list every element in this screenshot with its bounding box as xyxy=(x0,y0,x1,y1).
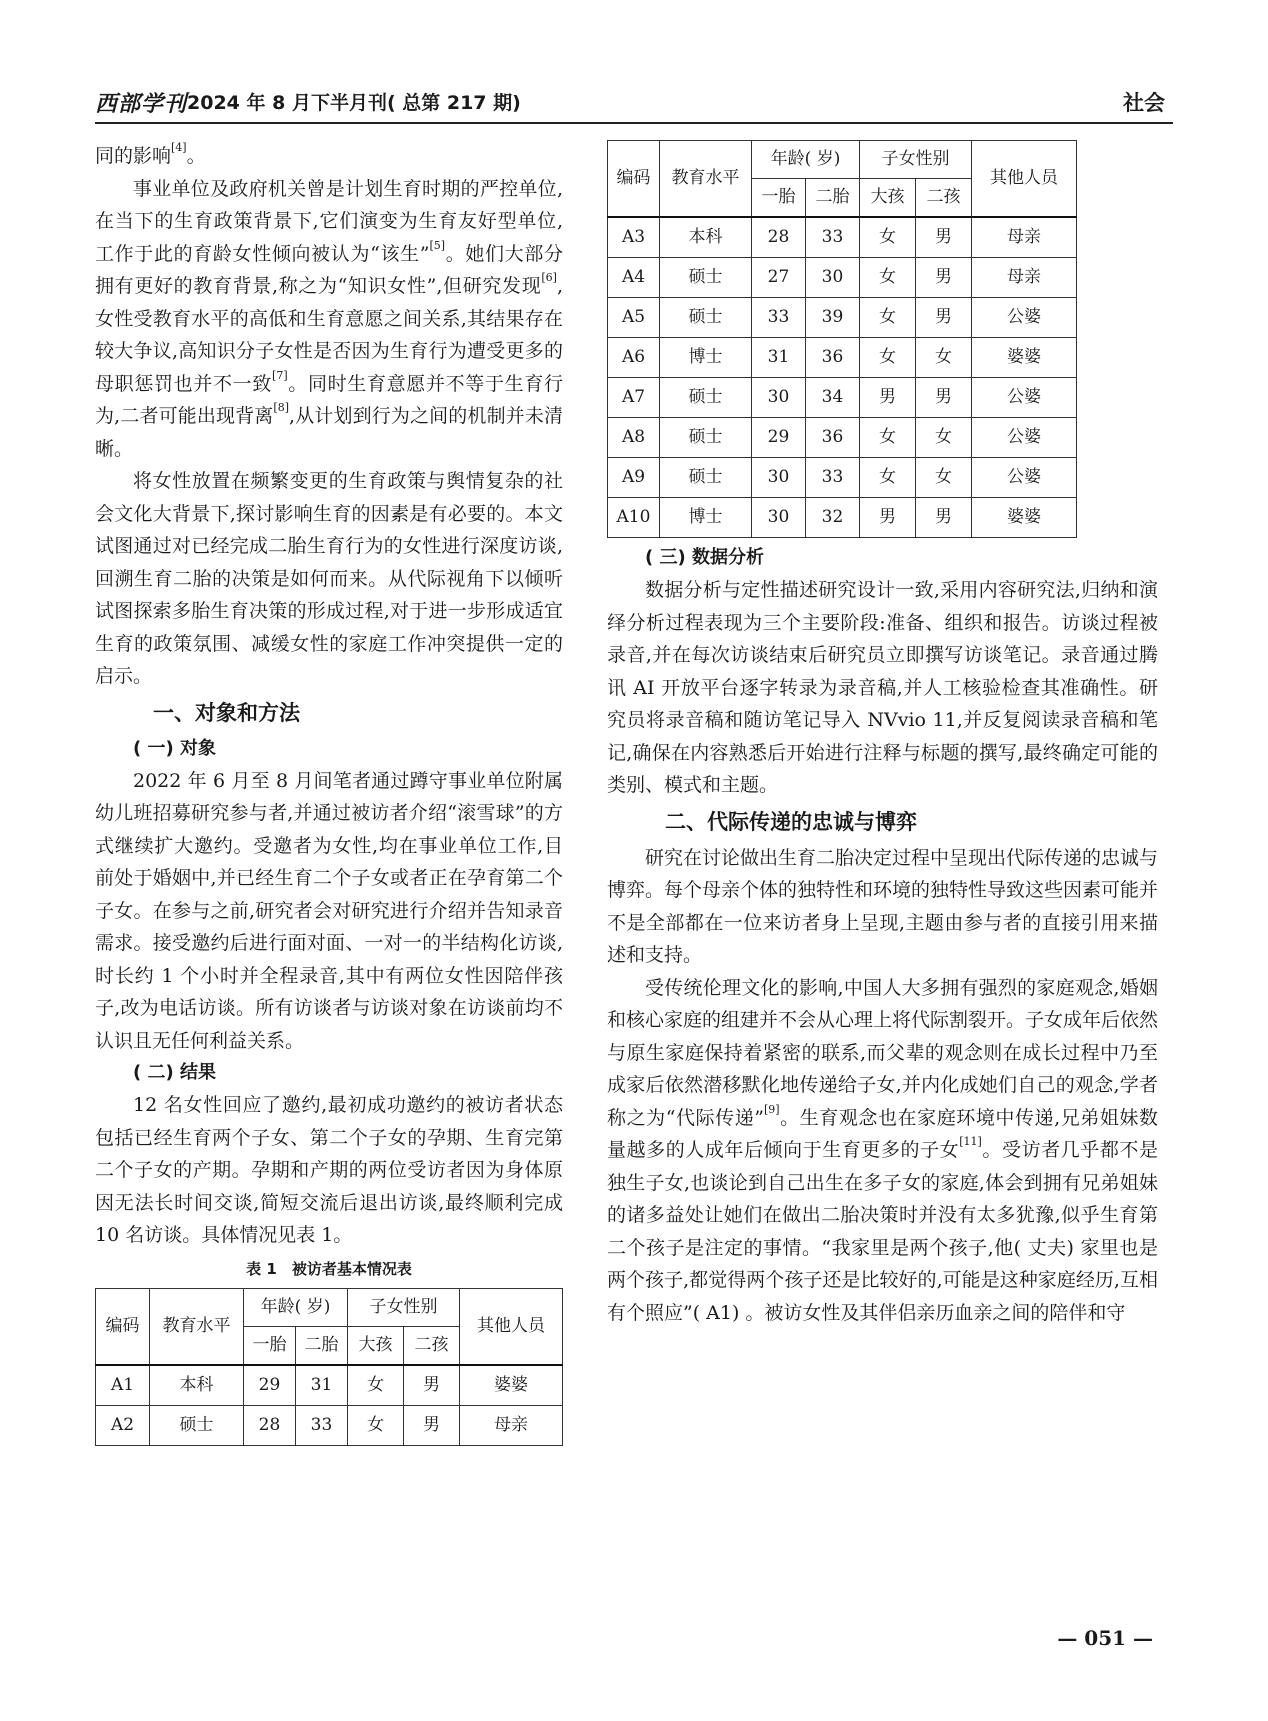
paragraph xyxy=(95,173,563,466)
cell-younger-gender: 女 xyxy=(916,458,972,498)
cell-younger-gender: 女 xyxy=(916,338,972,378)
text-run: ,女性受教育水平的高低和生育意愿之间关系,其结果存在较大争议,高知识分子女性是否因为生育行为遭受更多的母职惩罚也并不一致 xyxy=(95,275,563,395)
table-row xyxy=(608,458,1077,498)
cell-younger-gender: 男 xyxy=(404,1365,460,1406)
col-header-code: 编码 xyxy=(96,1288,150,1365)
col-header-code: 编码 xyxy=(608,141,660,218)
cell-age-first: 30 xyxy=(752,458,806,498)
page-header xyxy=(95,85,1173,123)
col-header-education: 教育水平 xyxy=(660,141,752,218)
cell-education: 硕士 xyxy=(660,418,752,458)
cell-age-second: 39 xyxy=(806,298,860,338)
left-column xyxy=(95,140,563,1446)
text-run: 。受访者几乎都不是独生子女,也谈论到自己出生在多子女的家庭,体会到拥有兄弟姐妹的诸多益处让她们在做出二胎决策时并没有太多犹豫,似乎生育第二个孩子是注定的事情。“我家里是两个孩子,他( 丈夫) 家里也是两个孩子,都觉得两个孩子还是比较好的,可能是这种家庭经历,互相有个照应”( A1) 。被访女性及其伴侣亲历血亲之间的陪伴和守 xyxy=(607,1139,1158,1324)
text-run: 事业单位及政府机关曾是计划生育时期的严控单位,在当下的生育政策背景下,它们演变为生育友好型单位,工作于此的育龄女性倾向被认为“该生” xyxy=(95,177,563,265)
cell-elder-gender: 男 xyxy=(860,378,916,418)
cell-age-second: 36 xyxy=(806,338,860,378)
journal-logo: 西部学刊 xyxy=(95,92,188,117)
col-header-elder: 大孩 xyxy=(348,1326,404,1365)
text-run: 同的影响 xyxy=(95,145,172,167)
cell-age-first: 30 xyxy=(752,498,806,538)
cell-education: 博士 xyxy=(660,498,752,538)
col-header-first-child: 一胎 xyxy=(244,1326,296,1365)
cell-education: 硕士 xyxy=(150,1405,244,1445)
participants-table-part2 xyxy=(607,140,1077,538)
section-label: 社会 xyxy=(1123,91,1165,115)
cell-age-first: 28 xyxy=(244,1405,296,1445)
cell-code: A9 xyxy=(608,458,660,498)
page-number: — 051 — xyxy=(1057,1626,1153,1650)
col-header-first-child: 一胎 xyxy=(752,179,806,218)
cell-code: A8 xyxy=(608,418,660,458)
cell-others: 公婆 xyxy=(972,458,1077,498)
cell-elder-gender: 女 xyxy=(860,458,916,498)
cell-elder-gender: 女 xyxy=(860,217,916,258)
cell-elder-gender: 女 xyxy=(860,258,916,298)
citation: [4] xyxy=(171,141,187,154)
cell-elder-gender: 女 xyxy=(348,1405,404,1445)
cell-younger-gender: 男 xyxy=(916,378,972,418)
cell-others: 公婆 xyxy=(972,298,1077,338)
cell-code: A4 xyxy=(608,258,660,298)
paragraph xyxy=(95,140,563,173)
cell-elder-gender: 女 xyxy=(860,418,916,458)
cell-younger-gender: 男 xyxy=(916,258,972,298)
paragraph: 12 名女性回应了邀约,最初成功邀约的被访者状态包括已经生育两个子女、第二个子女的孕期、生育完第二个子女的产期。孕期和产期的两位受访者因为身体原因无法长时间交谈,简短交流后退出访谈,最终顺利完成 10 名访谈。具体情况见表 1。 xyxy=(95,1094,563,1246)
cell-age-second: 36 xyxy=(806,418,860,458)
cell-age-first: 33 xyxy=(752,298,806,338)
paragraph: 研究在讨论做出生育二胎决定过程中呈现出代际传递的忠诚与博弈。每个母亲个体的独特性和环境的独特性导致这些因素可能并不是全部都在一位来访者身上呈现,主题由参与者的直接引用来描述和支持。 xyxy=(607,846,1159,966)
cell-education: 硕士 xyxy=(660,458,752,498)
citation: [11] xyxy=(959,1135,982,1148)
cell-education: 硕士 xyxy=(660,378,752,418)
col-header-second-child: 二胎 xyxy=(806,179,860,218)
subsection-heading: ( 一) 对象 xyxy=(133,737,216,759)
text-run: 。她们大部分拥有更好的教育背景,称之为“知识女性”,但研究发现 xyxy=(95,242,563,297)
cell-age-second: 34 xyxy=(806,378,860,418)
cell-others: 母亲 xyxy=(460,1405,563,1445)
citation: [5] xyxy=(429,238,446,252)
table-row xyxy=(608,298,1077,338)
citation: [7] xyxy=(272,368,288,382)
citation: [9] xyxy=(763,1102,780,1116)
text-run: 受传统伦理文化的影响,中国人大多拥有强烈的家庭观念,婚姻和核心家庭的组建并不会从心理上将代际割裂开。子女成年后依然与原生家庭保持着紧密的联系,而父辈的观念则在成长过程中乃至成家后依然潜移默化地传递给子女,并内化成她们自己的观念,学者称之为“代际传递” xyxy=(607,976,1159,1129)
cell-age-second: 33 xyxy=(806,458,860,498)
table-row xyxy=(608,498,1077,538)
section-heading: 一、对象和方法 xyxy=(153,700,300,725)
table-row xyxy=(96,1365,563,1406)
right-column xyxy=(607,140,1158,1329)
cell-age-first: 29 xyxy=(752,418,806,458)
cell-others: 婆婆 xyxy=(972,498,1077,538)
paragraph: 数据分析与定性描述研究设计一致,采用内容研究法,归纳和演绎分析过程表现为三个主要阶段:准备、组织和报告。访谈过程被录音,并在每次访谈结束后研究员立即撰写访谈笔记。录音通过腾讯 AI 开放平台逐字转录为录音稿,并人工核验检查其准确性。研究员将录音稿和随访笔记导入 NVvio 11,并反复阅读录音稿和笔记,确保在内容熟悉后开始进行注释与标题的撰写,最终确定可能的类别、模式和主题。 xyxy=(607,579,1158,796)
table-row xyxy=(608,418,1077,458)
cell-education: 博士 xyxy=(660,338,752,378)
cell-elder-gender: 女 xyxy=(860,298,916,338)
cell-age-first: 27 xyxy=(752,258,806,298)
cell-age-second: 30 xyxy=(806,258,860,298)
cell-age-first: 28 xyxy=(752,217,806,258)
cell-others: 婆婆 xyxy=(460,1365,563,1406)
cell-elder-gender: 男 xyxy=(860,498,916,538)
col-header-children-gender: 子女性别 xyxy=(348,1288,460,1326)
col-header-age: 年龄( 岁) xyxy=(244,1288,348,1326)
paragraph xyxy=(607,972,1158,1330)
cell-code: A2 xyxy=(96,1405,150,1445)
text-run: 。同时生育意愿并不等于生育行为,二者可能出现背离 xyxy=(95,372,563,427)
cell-elder-gender: 女 xyxy=(860,338,916,378)
cell-code: A5 xyxy=(608,298,660,338)
table-row xyxy=(608,378,1077,418)
col-header-elder: 大孩 xyxy=(860,179,916,218)
text-run: 。 xyxy=(186,145,206,167)
table-caption: 表 1 被访者基本情况表 xyxy=(246,1259,412,1278)
table-row xyxy=(608,338,1077,378)
col-header-education: 教育水平 xyxy=(150,1288,244,1365)
col-header-age: 年龄( 岁) xyxy=(752,141,860,179)
cell-younger-gender: 女 xyxy=(916,418,972,458)
col-header-others: 其他人员 xyxy=(460,1288,563,1365)
cell-younger-gender: 男 xyxy=(916,298,972,338)
col-header-others: 其他人员 xyxy=(972,141,1077,218)
cell-education: 硕士 xyxy=(660,258,752,298)
col-header-second-child: 二胎 xyxy=(296,1326,348,1365)
cell-age-second: 32 xyxy=(806,498,860,538)
cell-code: A3 xyxy=(608,217,660,258)
cell-younger-gender: 男 xyxy=(916,498,972,538)
cell-elder-gender: 女 xyxy=(348,1365,404,1406)
subsection-heading: ( 三) 数据分析 xyxy=(645,547,764,568)
cell-code: A7 xyxy=(608,378,660,418)
cell-age-first: 29 xyxy=(244,1365,296,1406)
paragraph: 将女性放置在频繁变更的生育政策与舆情复杂的社会文化大背景下,探讨影响生育的因素是有必要的。本文试图通过对已经完成二胎生育行为的女性进行深度访谈,回溯生育二胎的决策是如何而来。从代际视角下以倾听试图探索多胎生育决策的形成过程,对于进一步形成适宜生育的政策氛围、减缓女性的家庭工作冲突提供一定的启示。 xyxy=(95,470,563,687)
table-row xyxy=(96,1405,563,1445)
cell-code: A10 xyxy=(608,498,660,538)
cell-younger-gender: 男 xyxy=(916,217,972,258)
section-heading: 二、代际传递的忠诚与博弈 xyxy=(665,809,917,834)
cell-education: 本科 xyxy=(150,1365,244,1406)
text-run: 。生育观念也在家庭环境中传递,兄弟姐妹数量越多的人成年后倾向于生育更多的子女 xyxy=(607,1106,1158,1161)
cell-age-first: 30 xyxy=(752,378,806,418)
participants-table-part1 xyxy=(95,1288,563,1446)
cell-code: A1 xyxy=(96,1365,150,1406)
cell-education: 本科 xyxy=(660,217,752,258)
cell-younger-gender: 男 xyxy=(404,1405,460,1445)
cell-age-first: 31 xyxy=(752,338,806,378)
issue-info: 2024 年 8 月下半月刊( 总第 217 期) xyxy=(187,92,521,114)
table-row xyxy=(608,217,1077,258)
citation: [8] xyxy=(273,401,290,414)
citation: [6] xyxy=(541,271,557,284)
col-header-younger: 二孩 xyxy=(404,1326,460,1365)
cell-education: 硕士 xyxy=(660,298,752,338)
subsection-heading: ( 二) 结果 xyxy=(133,1062,216,1083)
header-rule xyxy=(95,122,1173,124)
text-run: ,从计划到行为之间的机制并未清晰。 xyxy=(95,405,563,460)
col-header-younger: 二孩 xyxy=(916,179,972,218)
table-row xyxy=(608,258,1077,298)
cell-code: A6 xyxy=(608,338,660,378)
cell-age-second: 33 xyxy=(806,217,860,258)
cell-others: 婆婆 xyxy=(972,338,1077,378)
col-header-children-gender: 子女性别 xyxy=(860,141,972,179)
cell-others: 母亲 xyxy=(972,217,1077,258)
cell-others: 公婆 xyxy=(972,378,1077,418)
cell-others: 母亲 xyxy=(972,258,1077,298)
cell-age-second: 33 xyxy=(296,1405,348,1445)
paragraph: 2022 年 6 月至 8 月间笔者通过蹲守事业单位附属幼儿班招募研究参与者,并通过被访者介绍“滚雪球”的方式继续扩大邀约。受邀者为女性,均在事业单位工作,目前处于婚姻中,并已经生育二个子女或者正在孕育第二个子女。在参与之前,研究者会对研究进行介绍并告知录音需求。接受邀约后进行面对面、一对一的半结构化访谈,时长约 1 个小时并全程录音,其中有两位女性因陪伴孩子,改为电话访谈。所有访谈者与访谈对象在访谈前均不认识且无任何利益关系。 xyxy=(95,769,563,1052)
cell-others: 公婆 xyxy=(972,418,1077,458)
cell-age-second: 31 xyxy=(296,1365,348,1406)
